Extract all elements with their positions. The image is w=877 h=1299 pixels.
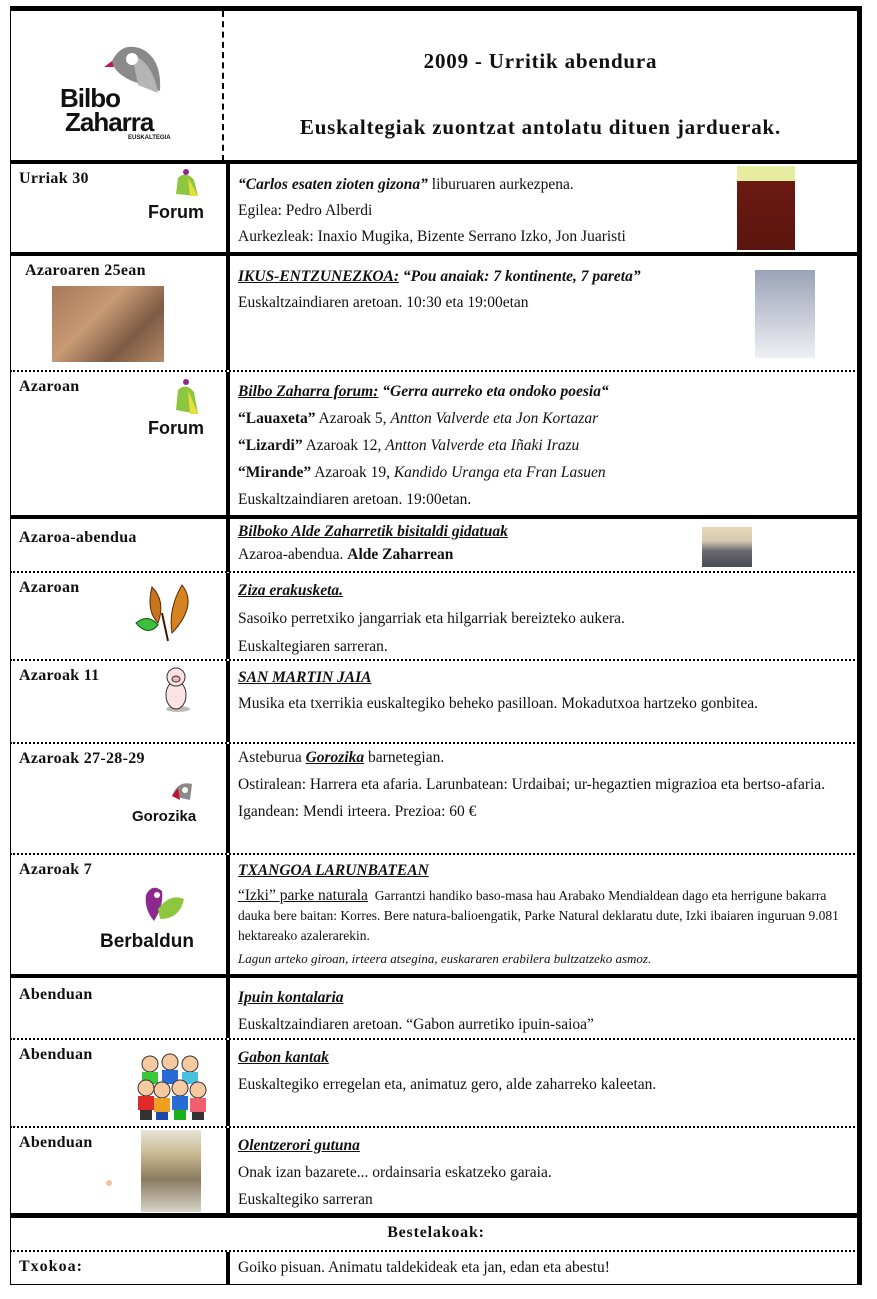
poet-speakers: Kandido Uranga eta Fran Lasuen <box>393 464 606 481</box>
park-description: Garrantzi handiko baso-masa hau Arabako Mendialdean dago eta herrigune bakarra dauka bere baitan: Korres. Bere natura-balioengatik, Parke Natural deklaratu dute, Izki ibaiaren inguruan 9.081 hektareako azalerarekin. <box>238 888 843 943</box>
page-title: 2009 - Urritik abendura <box>423 49 658 73</box>
event-line: Igandean: Mendi irteera. Prezioa: 60 € <box>238 803 477 820</box>
poet-date: Azaroak 19, <box>311 464 394 481</box>
event-title: Gorozika <box>305 749 365 766</box>
forum-icon <box>170 166 202 196</box>
book-cover-image <box>737 166 795 250</box>
event-row <box>10 160 862 253</box>
others-text: Goiko pisuan. Animatu taldekideak eta jan, edan eta abestu! <box>238 1259 610 1276</box>
event-title: TXANGOA LARUNBATEAN <box>238 862 429 879</box>
event-content <box>238 520 849 566</box>
event-row <box>10 742 862 853</box>
event-content <box>238 172 777 250</box>
event-title: IKUS-ENTZUNEZKOA: <box>238 268 400 285</box>
event-line: Euskaltegiko erregelan eta, animatuz gero, alde zaharreko kaleetan. <box>238 1076 657 1093</box>
event-line: Azaroa-abendua. <box>238 546 348 563</box>
event-date: Azaroan <box>19 378 80 395</box>
event-title: Olentzerori gutuna <box>238 1137 360 1154</box>
pig-icon <box>158 665 198 721</box>
berbaldun-logo: Berbaldun <box>100 931 194 952</box>
poet-name: “Lauaxeta” <box>238 410 316 427</box>
event-content <box>238 1044 849 1098</box>
event-line: Onak izan bazarete... ordainsaria eskatzeko garaia. <box>238 1164 552 1181</box>
event-date: Azaroak 11 <box>19 667 100 684</box>
gorozika-logo: Gorozika <box>132 808 197 825</box>
forum-logo: Forum <box>148 418 204 438</box>
event-line: Sasoiko perretxiko jangarriak eta hilgarriak bereizteko aukera. <box>238 610 625 627</box>
event-content <box>238 378 849 513</box>
event-date: Abenduan <box>19 1134 93 1151</box>
logo-subtitle: EUSKALTEGIA <box>128 135 171 141</box>
event-row <box>10 1126 862 1214</box>
event-date: Abenduan <box>19 986 93 1003</box>
others-heading-row <box>10 1213 862 1250</box>
event-title: Bilboko Alde Zaharretik bisitaldi gidatuak <box>238 523 508 540</box>
header-row <box>10 11 862 161</box>
others-row <box>10 1250 862 1285</box>
event-title: Gabon kantak <box>238 1049 329 1066</box>
event-line: Euskaltegiko sarreran <box>238 1191 373 1208</box>
event-row <box>10 659 862 742</box>
event-row <box>10 571 862 659</box>
carolers-icon <box>136 1048 208 1122</box>
event-date: Azaroak 27-28-29 <box>19 750 145 767</box>
park-name: “Izki” parke naturala <box>238 887 368 904</box>
poet-name: “Lizardi” <box>238 437 303 454</box>
poet-speakers: Antton Valverde eta Jon Kortazar <box>390 410 599 427</box>
event-title: SAN MARTIN JAIA <box>238 669 372 686</box>
event-title-rest: “Gerra aurreko eta ondoko poesia“ <box>378 383 609 400</box>
forum-icon <box>170 374 202 414</box>
event-description <box>238 886 849 946</box>
event-line: Egilea: Pedro Alberdi <box>238 202 373 219</box>
header-logo-cell <box>10 11 222 161</box>
logo-line2: Zaharra <box>65 107 154 137</box>
event-line: Euskaltzaindiaren aretoan. 19:00etan. <box>238 491 472 508</box>
poet-name: “Mirande” <box>238 464 312 481</box>
event-date: Azaroa-abendua <box>19 529 137 546</box>
event-title: “Carlos esaten zioten gizona” <box>238 176 428 193</box>
logo-line1: Bilbo <box>60 83 120 113</box>
event-line: Euskaltzaindiaren aretoan. “Gabon aurretiko ipuin-saioa” <box>238 1016 594 1033</box>
event-note: Lagun arteko giroan, irteera atsegina, euskararen erabilera bultzatzeko asmoz. <box>238 951 652 966</box>
event-date: Azaroak 7 <box>19 861 93 878</box>
event-line: Aurkezleak: Inaxio Mugika, Bizente Serrano Izko, Jon Juaristi <box>238 228 626 245</box>
event-row <box>10 1038 862 1126</box>
event-date: Urriak 30 <box>19 170 89 187</box>
event-date: Abenduan <box>19 1046 93 1063</box>
event-title-rest: liburuaren aurkezpena. <box>427 176 574 193</box>
event-line: Euskaltzaindiaren aretoan. 10:30 eta 19:00etan <box>238 294 529 311</box>
decorative-dot <box>106 1180 112 1186</box>
event-title: Ipuin kontalaria <box>238 989 344 1006</box>
page-subtitle: Euskaltegiak zuontzat antolatu dituen jarduerak. <box>299 115 782 139</box>
event-row <box>10 853 862 975</box>
event-title: Ziza erakusketa. <box>238 582 344 599</box>
event-title-rest: “Pou anaiak: 7 kontinente, 7 pareta” <box>399 268 641 285</box>
event-intro: Asteburua <box>238 749 306 766</box>
olentzero-image <box>141 1130 201 1212</box>
event-row <box>10 974 862 1038</box>
event-content <box>238 984 849 1038</box>
event-row <box>10 252 862 370</box>
event-line: Ostiralean: Harrera eta afaria. Larunbatean: Urdaibai; ur-hegaztien migrazioa eta bertso-afaria. <box>238 776 826 793</box>
others-label: Txokoa: <box>19 1258 83 1275</box>
forum-logo: Forum <box>148 202 204 222</box>
event-content <box>238 577 849 661</box>
header-title-cell <box>222 11 857 161</box>
event-row <box>10 515 862 572</box>
event-content <box>238 858 849 969</box>
event-title: Bilbo Zaharra forum: <box>238 383 379 400</box>
climbing-photo <box>52 286 164 362</box>
event-date: Azaroan <box>19 579 80 596</box>
event-content <box>238 665 849 717</box>
gorozika-icon <box>168 780 196 802</box>
event-line: Musika eta txerrikia euskaltegiko beheko pasilloan. Mokadutxoa hartzeko gonbitea. <box>238 695 758 712</box>
old-town-image <box>702 527 752 567</box>
leaves-icon <box>132 583 202 643</box>
event-row <box>10 370 862 516</box>
berbaldun-icon <box>140 885 188 925</box>
poet-speakers: Antton Valverde eta Iñaki Irazu <box>385 437 580 454</box>
event-content <box>238 1132 849 1213</box>
climbers-image <box>755 270 815 358</box>
poet-date: Azaroak 12, <box>302 437 386 454</box>
poet-date: Azaroak 5, <box>315 410 391 427</box>
event-date: Azaroaren 25ean <box>25 262 146 279</box>
event-line-bold: Alde Zaharrean <box>347 546 454 563</box>
others-heading: Bestelakoak: <box>387 1224 485 1241</box>
event-line: Euskaltegiaren sarreran. <box>238 638 388 655</box>
event-intro-after: barnetegian. <box>364 749 445 766</box>
event-content <box>238 746 849 824</box>
